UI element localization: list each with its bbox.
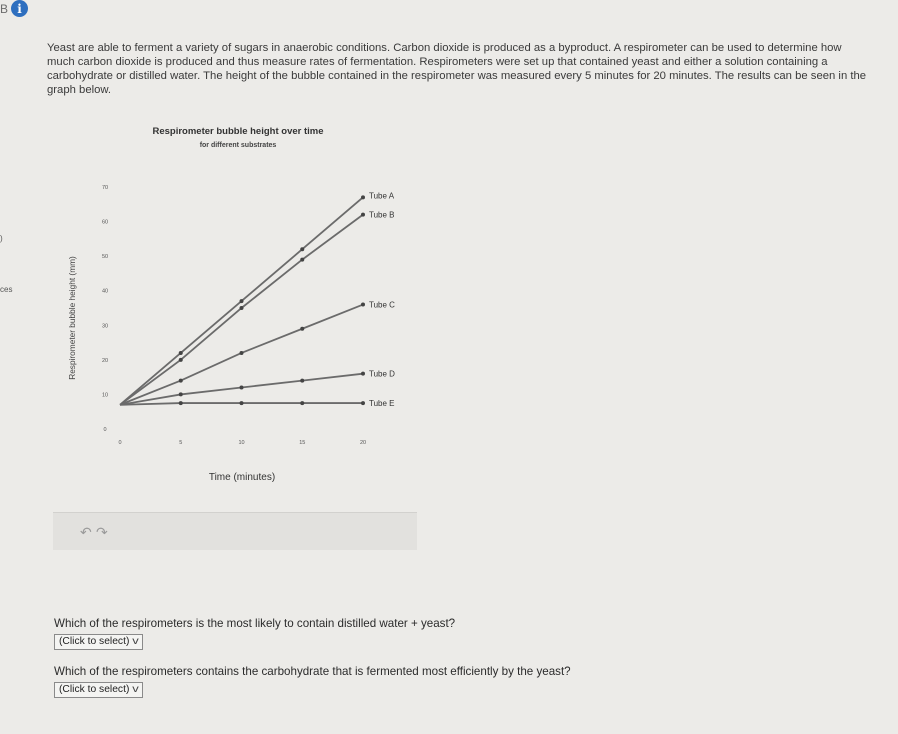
data-point [240,401,244,405]
data-point [179,351,183,355]
x-tick-label: 15 [299,440,306,446]
undo-icon[interactable]: ↶ [80,524,92,540]
y-tick-label: 10 [101,392,109,399]
data-point [361,303,365,307]
y-tick-label: 20 [101,357,109,364]
x-tick-label: 20 [359,440,367,446]
chevron-down-icon: v [132,684,140,695]
y-tick-label: 0 [103,427,107,433]
data-point [361,213,365,217]
y-tick-label: 50 [101,254,109,261]
question-2-select-label: (Click to select) [59,684,130,695]
question-1-select[interactable] [54,634,143,650]
data-point [300,327,304,331]
data-point [300,247,304,251]
question-1-select-label: (Click to select) [59,636,130,647]
info-icon[interactable]: i [11,0,28,17]
data-point [300,379,304,383]
chart-subtitle: for different substrates [199,142,277,149]
chart-panel [53,122,417,550]
data-point [240,299,244,303]
series-label: Tube B [369,210,395,220]
data-point [361,372,365,376]
question-2-select[interactable] [54,682,143,698]
y-tick-label: 30 [101,323,109,330]
x-axis-label: Time (minutes) [208,472,276,483]
data-point [300,401,304,405]
y-tick-label: 60 [101,219,109,226]
data-point [179,379,183,383]
data-point [179,392,183,396]
intro-paragraph: Yeast are able to ferment a variety of sugars in anaerobic conditions. Carbon dioxide is produced as a byproduct. A respirometer can be used to determine how much carbon dioxide is produced and thus measure rates of fermentation. Respirometers were set up that contained yeast and either a solution containing a carbohydrate or distilled water. The height of the bubble contained in the respirometer was measured every 5 minutes for 20 minutes. The results can be seen in the graph below. [47,42,867,96]
data-point [300,258,304,262]
y-tick-label: 40 [101,288,109,295]
y-axis-label: Respirometer bubble height (mm) [67,256,77,380]
chevron-down-icon: v [132,636,140,647]
data-point [179,401,183,405]
series-label: Tube D [369,369,395,379]
corner-label: B [0,1,9,16]
series-label: Tube E [369,399,395,409]
series-label: Tube C [369,300,395,310]
data-point [361,401,365,405]
y-tick-label: 70 [101,185,109,191]
question-1-text: Which of the respirometers is the most likely to contain distilled water + yeast? [54,617,456,630]
data-point [179,358,183,362]
data-point [361,195,365,199]
data-point [240,351,244,355]
x-tick-label: 5 [179,440,183,446]
left-edge-fragment-mid: ces [0,285,13,294]
data-point [240,306,244,310]
x-tick-label: 10 [238,440,245,446]
corner-badge [0,0,28,17]
series-label: Tube A [369,191,395,201]
redo-icon[interactable]: ↷ [96,524,108,540]
x-tick-label: 0 [118,440,122,446]
line-chart [53,122,417,512]
chart-title: Respirometer bubble height over time [152,126,324,137]
left-edge-fragment-top: ) [0,234,3,243]
data-point [240,386,244,390]
question-2-text: Which of the respirometers contains the carbohydrate that is fermented most efficiently by the yeast? [54,665,571,678]
